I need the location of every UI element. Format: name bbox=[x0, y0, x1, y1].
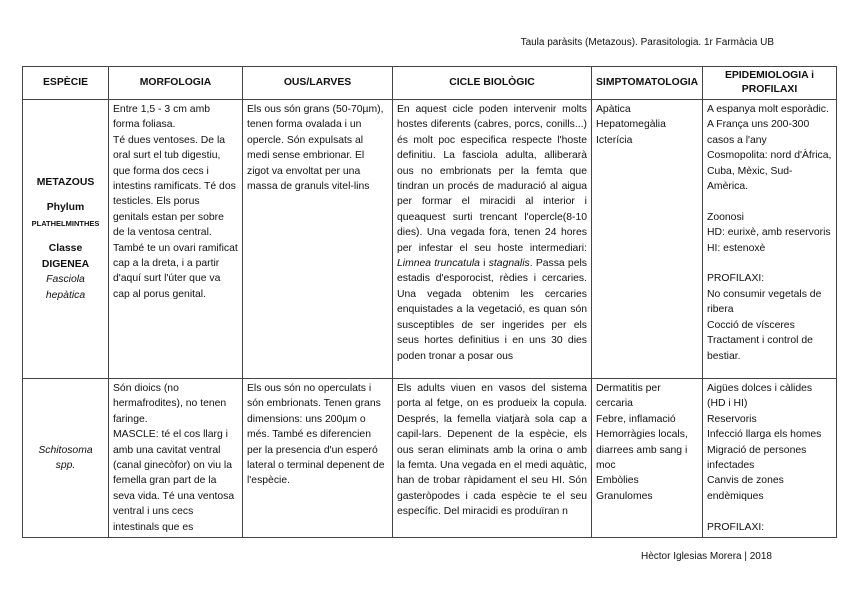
species-phylum: PLATHELMINTHES bbox=[31, 218, 100, 228]
epidemiologia-cell: A espanya molt esporàdic. A França uns 200-300 casos a l'any Cosmopolita: nord d'Àfrica, Cuba, Mèxic, Sud-Amèrica. Zoonosi HD: eurixè, amb reservoris HI: estenoxè PROFILAXI: No consumir vegetals de ribera Cocció de vísceres Tractament i control de bestiar. bbox=[703, 100, 837, 379]
cicle-biologic-cell: Els adults viuen en vasos del sistema porta al fetge, on es produeix la copula. Després, la femella viatjarà sola cap a capil-lars. Depenent de la espècie, els ous seran eliminats amb la orina o amb la femta. Una vegada en el medi aquàtic, han de trobar ràpidament el seu HI. Són gasteròpodes i cada espècie te el seu específic. Del miracidi es produïran n bbox=[393, 379, 592, 538]
species-class-label: Classe bbox=[48, 243, 83, 255]
simptomatologia-cell: Dermatitis per cercaria Febre, inflamació Hemorràgies locals, diarrees amb sang i moc Embòlies Granulomes bbox=[592, 379, 703, 538]
species-epithet: hepàtica bbox=[45, 289, 86, 301]
ous-larves-cell: Els ous són grans (50-70µm), tenen forma ovalada i un opercle. Són expulsats al medi sense embrionar. El zigot va envoltat per una massa de granuls vitel-lins bbox=[243, 100, 393, 379]
species-group: METAZOUS bbox=[36, 177, 95, 189]
species-phylum-label: Phylum bbox=[46, 202, 85, 214]
column-header-morfologia: MORFOLOGIA bbox=[109, 67, 243, 100]
cicle-text-mid: i bbox=[479, 258, 489, 270]
column-header-especie: ESPÈCIE bbox=[23, 67, 109, 100]
species-class: DIGENEA bbox=[41, 258, 90, 270]
cicle-species-2: stagnalis bbox=[488, 258, 530, 270]
table-header-row bbox=[23, 67, 837, 100]
cicle-species-1: Limnea truncatula bbox=[397, 258, 480, 270]
morfologia-cell: Són dioics (no hermafrodites), no tenen faringe. MASCLE: té el cos llarg i amb una cavitat ventral (canal ginecòfor) on viu la femella gran part de la seva vida. Té una ventosa ventral i uns cecs intestinals que es bbox=[109, 379, 243, 538]
species-cell bbox=[23, 100, 109, 379]
species-genus: Fasciola bbox=[46, 274, 85, 286]
parasites-table bbox=[22, 66, 837, 538]
table-row bbox=[23, 379, 837, 538]
document-header-title: Taula paràsits (Metazous). Parasitologia. 1r Farmàcia UB bbox=[520, 37, 774, 48]
column-header-cicle-biologic: CICLE BIOLÒGIC bbox=[393, 67, 592, 100]
epidemiologia-cell: Aigües dolces i càlides (HD i HI) Reservoris Infecció llarga els homes Migració de persones infectades Canvis de zones endèmiques PROFILAXI: bbox=[703, 379, 837, 538]
morfologia-cell: Entre 1,5 - 3 cm amb forma foliasa. Té dues ventoses. De la oral surt el tub digestiu, que forma dos cecs i intestins ramificats. Té dos testicles. Els porus genitals estan per sobre de la ventosa central. També te un ovari ramificat cap a la dreta, i a partir d'aquí surt l'úter que va cap al porus genital. bbox=[109, 100, 243, 379]
table-row bbox=[23, 100, 837, 379]
document-footer: Hèctor Iglesias Morera | 2018 bbox=[641, 551, 772, 562]
ous-larves-cell: Els ous són no operculats i són embrionats. Tenen grans dimensions: uns 200µm o més. També es diferencien per la presencia d'un esperó lateral o terminal depenent de l'espècie. bbox=[243, 379, 393, 538]
cicle-text-b: . Passa pels estadis d'esporocist, rèdies i cercaries. Una vegada obtenim les cercaries enquistades a la vegetació, es quan són susceptibles de ser ingerides per els seus hortes definitius i en uns 30 dies poden tronar a posar ous bbox=[397, 258, 587, 362]
species-genus: Schitosoma bbox=[38, 444, 93, 456]
cicle-text-a: En aquest cicle poden intervenir molts hostes diferents (cabres, porcs, conills...) és molt poc especifica respecte l'hoste definitiu. La fasciola adulta, alliberarà ous no embrionats per la femta que tindran un procés de maduració al aigua per formar el miracidi al interior i queaquest surti trencant l'opercle(8-10 dies). Una vegada fora, tenen 24 hores per infestar el seu hoste intermediari: bbox=[397, 104, 587, 254]
species-epithet: spp. bbox=[55, 460, 76, 472]
simptomatologia-cell: Apàtica Hepatomegàlia Icterícia bbox=[592, 100, 703, 379]
species-cell bbox=[23, 379, 109, 538]
column-header-simptomatologia: SIMPTOMATOLOGIA bbox=[592, 67, 703, 100]
column-header-epidemiologia: EPIDEMIOLOGIA i PROFILAXI bbox=[703, 67, 837, 100]
cicle-biologic-cell bbox=[393, 100, 592, 379]
column-header-ous-larves: OUS/LARVES bbox=[243, 67, 393, 100]
